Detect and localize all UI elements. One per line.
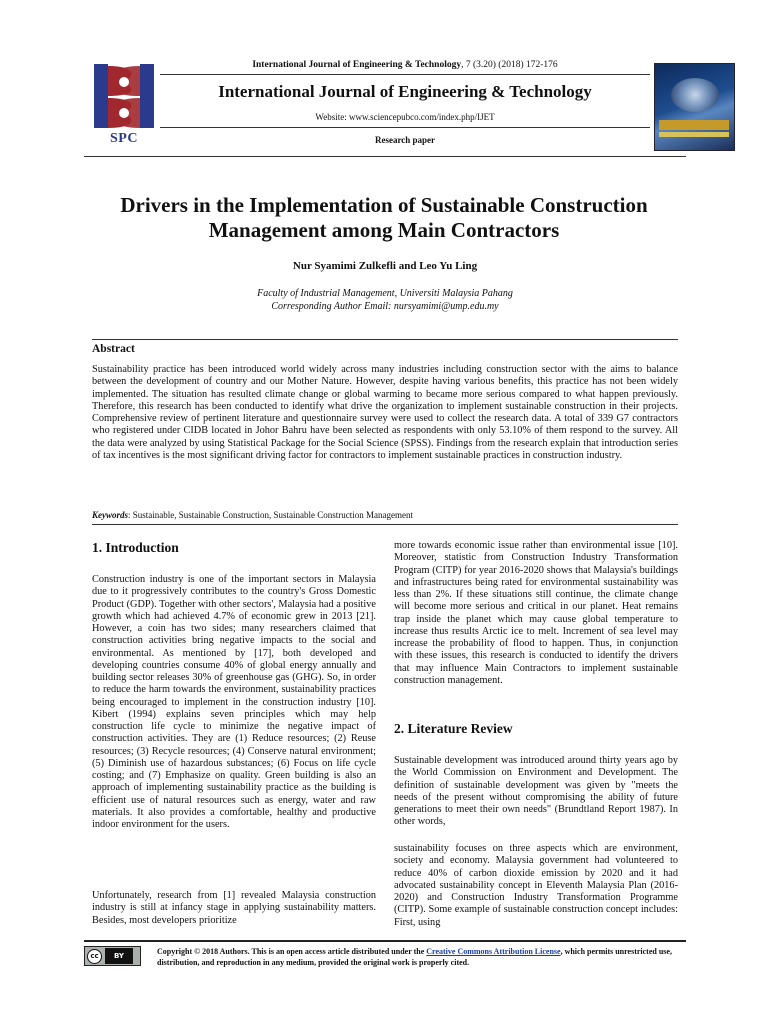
citation-rest: , 7 (3.20) (2018) 172-176 <box>461 60 558 70</box>
article-title <box>70 193 698 243</box>
citation-line <box>160 60 650 70</box>
affiliation: Faculty of Industrial Management, Universiti Malaysia Pahang <box>257 288 513 299</box>
header-bottom-rule <box>84 156 686 157</box>
article-title-line1: Drivers in the Implementation of Sustainable Construction <box>120 193 648 217</box>
corresponding-email: Corresponding Author Email: nursyamimi@ump.edu.my <box>271 301 499 312</box>
article-title-line2: Management among Main Contractors <box>208 218 560 242</box>
header-mid-rule <box>160 127 650 128</box>
logo-text: SPC <box>110 131 138 146</box>
cc-icon: cc <box>87 949 102 964</box>
journal-cover-image <box>654 63 735 151</box>
citation-journal: International Journal of Engineering & Technology <box>252 60 462 70</box>
section-heading-literature-review: 2. Literature Review <box>394 721 513 736</box>
section-heading-introduction: 1. Introduction <box>92 540 179 555</box>
license-link[interactable]: Creative Commons Attribution License <box>426 947 561 956</box>
keywords <box>92 510 678 520</box>
abstract-heading: Abstract <box>92 343 135 355</box>
by-icon: BY <box>105 948 133 964</box>
abstract-bottom-rule <box>92 524 678 525</box>
abstract-text: Sustainability practice has been introduced world widely across many industries including construction sector with the aims to balance between the development of country and our Mother Nature. However, despite having various benefits, this practice has not been widely implemented. The situation has resulted climate change or global warming to became more serious compared to what happen previously. Therefore, this research has been conducted to identify what drive the organization to implement sustainable construction in their projects. Comprehensive review of pertinent literature and questionnaire survey were used to collect the research data. A total of 339 G7 contractors who registered under CIDB located in Johor Bahru have been selected as respondents with only 53.10% of them respond to the survey. All the data were analyzed by using Statistical Package for the Social Science (SPSS). Findings from the research explain that introduction series of tax incentives is the most significant driving factor for contractors to implement sustainable practices in construction industry. <box>92 364 678 461</box>
authors: Nur Syamimi Zulkefli and Leo Yu Ling <box>292 260 478 272</box>
paper-type: Research paper <box>374 135 436 145</box>
abstract-top-rule <box>92 339 678 340</box>
keywords-label: Keywords <box>92 510 128 520</box>
copyright-pre: Copyright © 2018 Authors. This is an open access article distributed under the <box>157 947 427 956</box>
cc-by-license-icon[interactable] <box>84 946 141 966</box>
intro-paragraph-2: Unfortunately, research from [1] revealed Malaysia construction industry is still at infancy stage in applying sustainability matters. Besides, most developers prioritize <box>92 890 376 926</box>
litreview-paragraph-2: sustainability focuses on three aspects which are environment, society and economy. Malaysia government had volunteered to reduce 40% of carbon dioxide emission by 2020 and it had advocated sustainability concept in Eleventh Malaysia Plan (2016-2020) and Construction Industry Transformation Programme (CITP). Some example of sustainable construction concept includes: First, using <box>394 843 678 928</box>
copyright-post: , which permits unrestricted use, distribution, and reproduction in any medium, provided the original work is properly cited. <box>157 947 672 967</box>
footer-rule <box>84 940 686 942</box>
header-top-rule <box>160 74 650 75</box>
intro-paragraph-1: Construction industry is one of the important sectors in Malaysia due to it progressively contributes to the country's Gross Domestic Product (GDP). Together with other sectors', Malaysia had a positive growth which had achieved 4.7% of economic grew in 2013 [21]. However, a coin has two sides; many researchers claimed that construction activities bring negative impacts to the social and environmental. As mentioned by [17], both developed and developing countries consume 40% of global energy annually and building sector releases 30% of greenhouse gas (GHG). So, in order to reduce the harm towards the environment, sustainability practices being encouraged to implement in the construction industry [10]. Kibert (1994) explains seven principles which may help construction life cycle to minimize the negative impact of construction activities. They are (1) Reduce resources; (2) Reuse resources; (3) Recycle resources; (4) Conserve natural environment; (5) Diminish use of hazardous substances; (6) Focus on life cycle costing; and (7) Emphasize on quality. Green building is also an approach of implementing sustainability practice as the building is efficient use of natural resources such as energy, water and raw materials. It also provides a comfortable, healthy and productive indoor environment for the users. <box>92 574 376 830</box>
litreview-paragraph-1: Sustainable development was introduced around thirty years ago by the World Commission on Environment and Development. The definition of sustainable development was given by "meets the needs of the present without compromising the ability of future generations to meet their own needs" (Brundtland Report 1987). In other words, <box>394 755 678 828</box>
keywords-text: : Sustainable, Sustainable Construction, Sustainable Construction Management <box>128 510 413 520</box>
journal-title: International Journal of Engineering & Technology <box>218 82 592 101</box>
journal-website[interactable]: Website: www.sciencepubco.com/index.php/IJET <box>315 112 495 122</box>
intro-paragraph-3: more towards economic issue rather than environmental issue [10]. Moreover, statistic from Construction Industry Transformation Program (CITP) for year 2016-2020 shows that Malaysia's buildings and infrastructures being rated for environmental sustainability was less than 2%. If these situations still continue, the climate change will become more serious and critical in our planet. Heat remains trap inside the planet which may cause global temperature to increase thus results Arctic ice to melt. Increment of sea level may increase the probability of flood to happen. Thus, in conjunction with these issues, this research is conducted to identify the drivers that may influence Main Contractors to implement sustainable construction management. <box>394 540 678 686</box>
copyright-notice <box>157 946 679 968</box>
